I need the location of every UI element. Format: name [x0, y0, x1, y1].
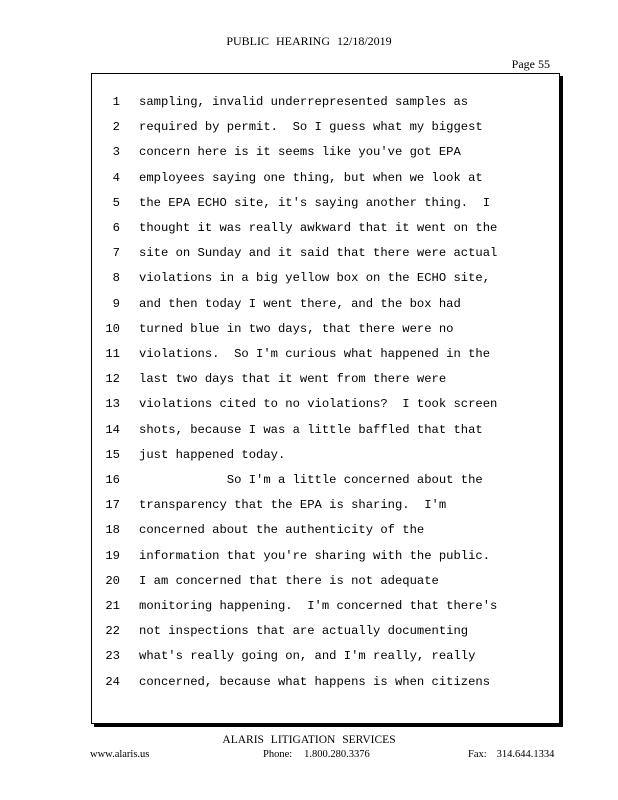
line-text: turned blue in two days, that there were no: [139, 321, 454, 336]
transcript-line: [92, 443, 552, 468]
transcript-line: [92, 266, 552, 291]
line-number: 20: [105, 573, 120, 588]
footer-fax-value: 314.644.1334: [496, 749, 555, 760]
line-text: violations in a big yellow box on the ECHO site,: [139, 271, 491, 286]
line-number: 13: [105, 397, 120, 412]
line-number: 12: [105, 372, 120, 387]
line-text: last two days that it went from there were: [139, 372, 447, 387]
transcript-line: [92, 418, 552, 443]
transcript-line: [92, 670, 552, 695]
transcript-line: [92, 619, 552, 644]
line-text: concern here is it seems like you've got EPA: [139, 145, 461, 160]
transcript-line: [92, 392, 552, 417]
transcript-line: [92, 140, 552, 165]
line-number: 18: [105, 523, 120, 538]
line-number: 10: [105, 321, 120, 336]
transcript-line: [92, 644, 552, 669]
line-number: 7: [112, 246, 120, 261]
footer-phone: [263, 749, 370, 760]
line-text: thought it was really awkward that it went on the: [139, 221, 498, 235]
footer-phone-value: 1.800.280.3376: [304, 749, 370, 760]
footer-phone-label: Phone:: [263, 749, 293, 760]
line-text: transparency that the EPA is sharing. I'm: [139, 498, 447, 513]
line-number: 4: [112, 170, 120, 185]
line-text: employees saying one thing, but when we look at: [139, 170, 483, 185]
transcript-line: [92, 569, 552, 594]
line-text: So I'm a little concerned about the: [139, 473, 483, 487]
transcript-line: [92, 90, 552, 115]
line-text: concerned about the authenticity of the: [139, 523, 425, 538]
transcript-line: [92, 518, 552, 543]
footer-company: ALARIS LITIGATION SERVICES: [222, 734, 396, 746]
line-text: violations. So I'm curious what happened in the: [139, 347, 491, 361]
transcript-line: [92, 115, 552, 140]
footer-fax: [468, 749, 554, 760]
line-number: 1: [112, 95, 120, 109]
line-text: and then today I went there, and the box had: [139, 296, 461, 311]
line-number: 16: [105, 473, 120, 487]
line-number: 9: [112, 296, 120, 311]
line-text: sampling, invalid underrepresented samples as: [139, 95, 469, 109]
line-text: monitoring happening. I'm concerned that there's: [139, 599, 498, 613]
transcript-frame: [91, 73, 560, 724]
line-text: not inspections that are actually documenting: [139, 624, 469, 639]
line-text: concerned, because what happens is when citizens: [139, 674, 491, 689]
line-number: 8: [112, 271, 120, 286]
transcript-line: [92, 191, 552, 216]
line-number: 23: [105, 649, 120, 664]
transcript-line: [92, 468, 552, 493]
footer-fax-label: Fax:: [468, 749, 487, 760]
line-number: 3: [112, 145, 120, 160]
line-text: shots, because I was a little baffled that that: [139, 422, 483, 437]
line-text: just happened today.: [139, 447, 286, 462]
transcript-line: [92, 367, 552, 392]
transcript-line: [92, 342, 552, 367]
line-number: 6: [112, 221, 120, 235]
line-text: the EPA ECHO site, it's saying another thing. I: [139, 195, 491, 210]
hearing-title: PUBLIC HEARING 12/18/2019: [226, 34, 392, 48]
line-text: required by permit. So I guess what my biggest: [139, 120, 483, 135]
line-text: violations cited to no violations? I took screen: [139, 397, 498, 412]
line-number: 11: [105, 347, 120, 361]
transcript-line: [92, 166, 552, 191]
line-number: 22: [105, 624, 120, 639]
line-number: 24: [105, 674, 120, 689]
line-number: 19: [105, 548, 120, 563]
line-number: 2: [112, 120, 120, 135]
transcript-line: [92, 292, 552, 317]
line-number: 14: [105, 422, 120, 437]
page-number: Page 55: [511, 57, 550, 71]
line-number: 15: [105, 447, 120, 462]
line-number: 5: [112, 195, 120, 210]
line-number: 17: [105, 498, 120, 513]
transcript-line: [92, 594, 552, 619]
transcript-line: [92, 493, 552, 518]
transcript-line: [92, 544, 552, 569]
footer-website: www.alaris.us: [90, 749, 150, 760]
line-text: information that you're sharing with the public.: [139, 548, 491, 563]
line-text: I am concerned that there is not adequate: [139, 573, 439, 588]
line-text: site on Sunday and it said that there were actual: [139, 246, 498, 261]
transcript-line: [92, 216, 552, 241]
transcript-line: [92, 241, 552, 266]
line-number: 21: [105, 599, 120, 613]
transcript-line: [92, 317, 552, 342]
line-text: what's really going on, and I'm really, really: [139, 649, 476, 664]
